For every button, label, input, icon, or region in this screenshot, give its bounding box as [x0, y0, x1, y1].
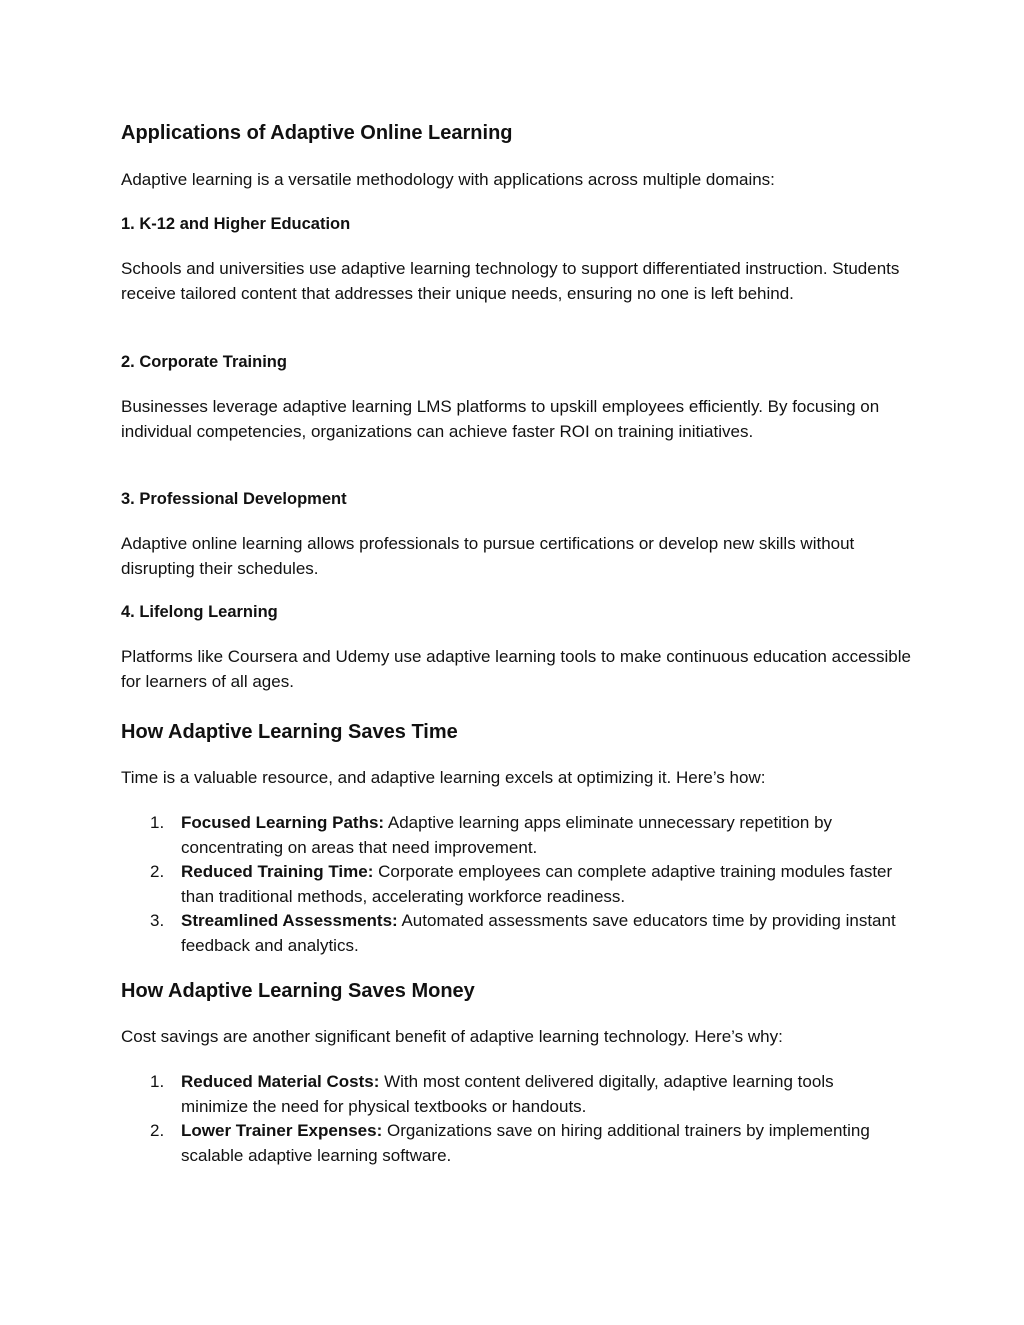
section-heading-applications: Applications of Adaptive Online Learning: [121, 122, 513, 144]
list-item-text: Automated assessments save educators time by providing instant feedback and analytics.: [181, 911, 896, 955]
saves-time-list: [121, 811, 901, 958]
list-item: [121, 909, 901, 958]
subsection-body-professional: Adaptive online learning allows professionals to pursue certifications or develop new skills without disrupting their schedules.: [121, 534, 855, 578]
section-heading-saves-money: How Adaptive Learning Saves Money: [121, 980, 475, 1002]
list-item: [121, 1119, 901, 1168]
list-item-text: With most content delivered digitally, adaptive learning tools minimize the need for physical textbooks or handouts.: [181, 1072, 834, 1116]
section-intro-saves-time: Time is a valuable resource, and adaptive learning excels at optimizing it. Here’s how:: [121, 768, 766, 787]
saves-money-list: [121, 1070, 901, 1168]
list-item-number: 1.: [150, 813, 165, 832]
section-intro-saves-money: Cost savings are another significant benefit of adaptive learning technology. Here’s why:: [121, 1027, 783, 1046]
list-item-term: Lower Trainer Expenses:: [181, 1121, 383, 1140]
list-item: [121, 1070, 901, 1119]
list-item-term: Reduced Training Time:: [181, 862, 374, 881]
list-item: [121, 860, 901, 909]
list-item-text: Organizations save on hiring additional trainers by implementing scalable adaptive learning software.: [181, 1121, 870, 1165]
section-heading-saves-time: How Adaptive Learning Saves Time: [121, 721, 458, 743]
list-item: [121, 811, 901, 860]
list-item-text: Adaptive learning apps eliminate unnecessary repetition by concentrating on areas that need improvement.: [181, 813, 833, 857]
list-item-number: 3.: [150, 911, 165, 930]
subsection-body-lifelong: Platforms like Coursera and Udemy use adaptive learning tools to make continuous education accessible for learners of all ages.: [121, 647, 911, 691]
list-item-term: Focused Learning Paths:: [181, 813, 385, 832]
list-item-number: 2.: [150, 862, 165, 881]
list-item-text: Corporate employees can complete adaptive training modules faster than traditional methods, accelerating workforce readiness.: [181, 862, 893, 906]
list-item-term: Reduced Material Costs:: [181, 1072, 380, 1091]
subsection-title-k12: 1. K-12 and Higher Education: [121, 215, 351, 233]
list-item-number: 1.: [150, 1072, 165, 1091]
list-item-number: 2.: [150, 1121, 165, 1140]
subsection-title-lifelong: 4. Lifelong Learning: [121, 603, 278, 621]
subsection-body-corporate: Businesses leverage adaptive learning LMS platforms to upskill employees efficiently. By focusing on individual competencies, organizations can achieve faster ROI on training initiatives.: [121, 397, 880, 441]
subsection-title-corporate: 2. Corporate Training: [121, 353, 287, 371]
subsection-title-professional: 3. Professional Development: [121, 490, 347, 508]
list-item-term: Streamlined Assessments:: [181, 911, 398, 930]
subsection-body-k12: Schools and universities use adaptive learning technology to support differentiated instruction. Students receive tailored content that addresses their unique needs, ensuring no one is left behind.: [121, 259, 900, 303]
section-intro-applications: Adaptive learning is a versatile methodology with applications across multiple domains:: [121, 170, 775, 189]
